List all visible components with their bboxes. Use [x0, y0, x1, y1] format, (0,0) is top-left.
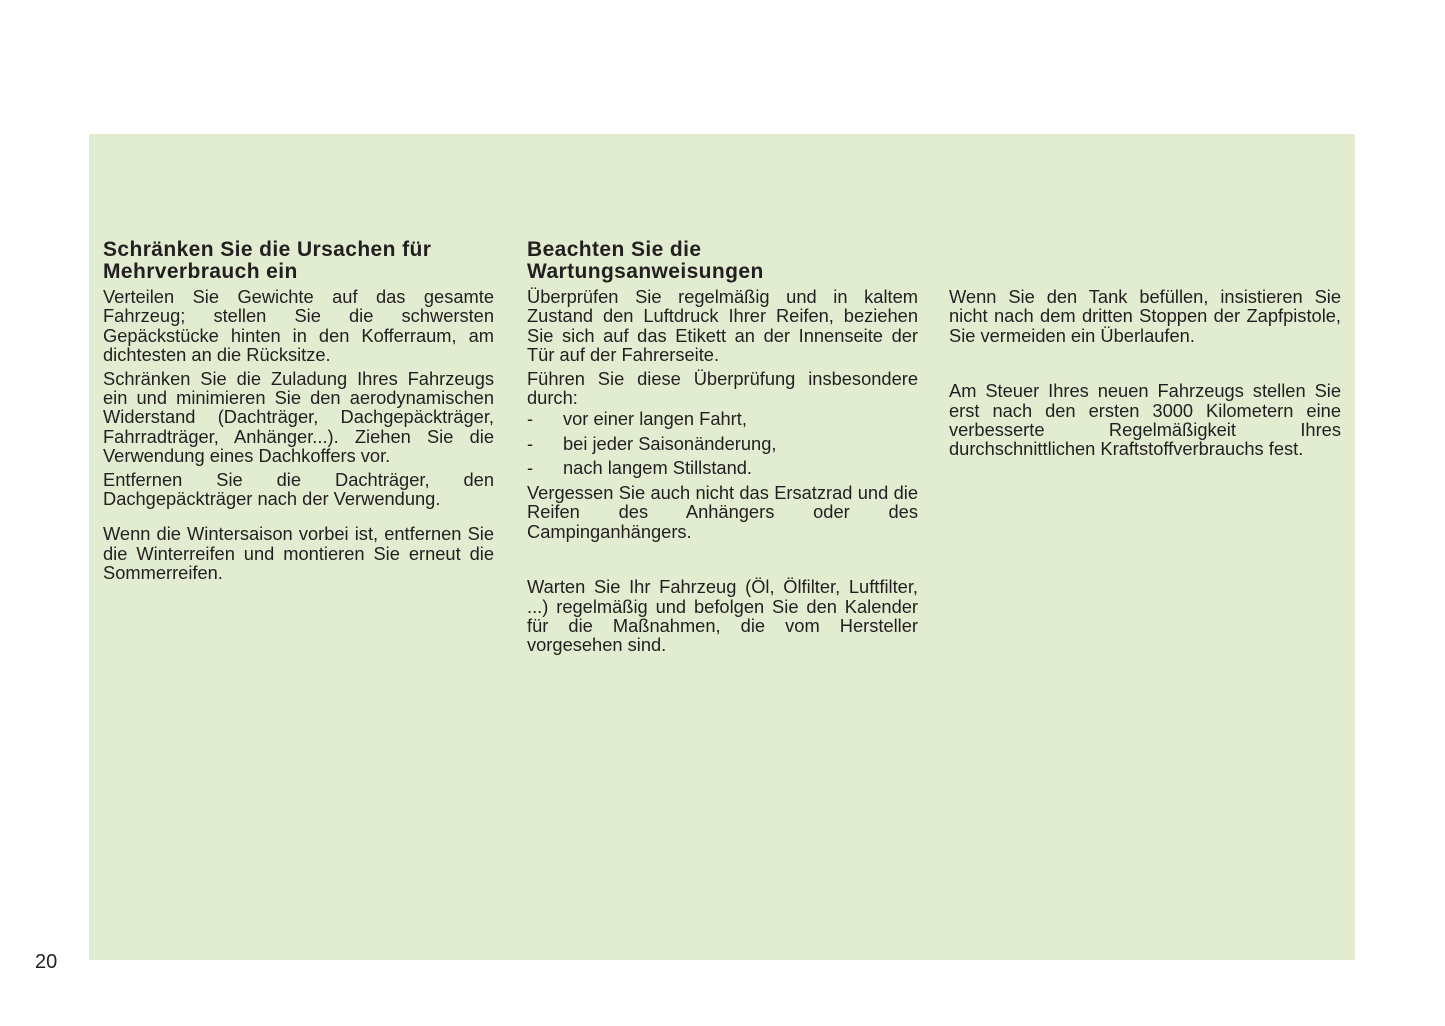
dash-marker: - [527, 408, 534, 430]
paragraph-spare-wheel: Vergessen Sie auch nicht das Ersatzrad und die Reifen des Anhängers oder des Campinganhängers. [527, 481, 918, 542]
heading-fuel-consumption: Schränken Sie die Ursachen für Mehrverbrauch ein [103, 238, 432, 283]
column-refuelling [949, 237, 1341, 459]
list-item: - nach langem Stillstand. [527, 457, 753, 479]
dash-marker: - [527, 432, 534, 454]
list-item: - vor einer langen Fahrt, [527, 408, 747, 430]
paragraph-remove-roof-rack: Entfernen Sie die Dachträger, den Dachgepäckträger nach der Verwendung. [103, 468, 494, 510]
paragraph-limit-load: Schränken Sie die Zuladung Ihres Fahrzeugs ein und minimieren Sie den aerodynamischen Widerstand (Dachträger, Dachgepäckträger, Fahrradträger, Anhänger...). Ziehen Sie die Verwendung eines Dachkoffers vor. [103, 367, 494, 467]
list-item: - bei jeder Saisonänderung, [527, 432, 777, 454]
paragraph-check-occasions: Führen Sie diese Überprüfung insbesondere durch: [527, 367, 918, 409]
paragraph-tyre-pressure: Überprüfen Sie regelmäßig und in kaltem Zustand den Luftdruck Ihrer Reifen, beziehen Sie sich auf das Etikett an der Innenseite der Tür auf der Fahrerseite. [527, 286, 918, 366]
paragraph-weight-distribution: Verteilen Sie Gewichte auf das gesamte Fahrzeug; stellen Sie die schwersten Gepäckstücke hinten in den Kofferraum, am dichtesten an die Rücksitze. [103, 286, 494, 366]
paragraph-tank-filling: Wenn Sie den Tank befüllen, insistieren Sie nicht nach dem dritten Stoppen der Zapfpistole, Sie vermeiden ein Überlaufen. [949, 286, 1341, 346]
paragraph-service-schedule: Warten Sie Ihr Fahrzeug (Öl, Ölfilter, Luftfilter, ...) regelmäßig und befolgen Sie den Kalender für die Maßnahmen, die vom Hersteller vorgesehen sind. [527, 576, 918, 656]
paragraph-new-vehicle: Am Steuer Ihres neuen Fahrzeugs stellen Sie erst nach den ersten 3000 Kilometern eine verbesserte Regelmäßigkeit Ihres durchschnittlichen Kraftstoffverbrauchs fest. [949, 380, 1341, 460]
column-fuel-consumption [103, 237, 494, 583]
column-maintenance [527, 237, 918, 655]
paragraph-winter-tyres: Wenn die Wintersaison vorbei ist, entfernen Sie die Winterreifen und montieren Sie erneut die Sommerreifen. [103, 523, 494, 584]
page-number: 20 [35, 951, 58, 973]
heading-maintenance: Beachten Sie die Wartungsanweisungen [527, 238, 764, 283]
dash-marker: - [527, 457, 534, 479]
check-occasions-list [527, 409, 918, 483]
